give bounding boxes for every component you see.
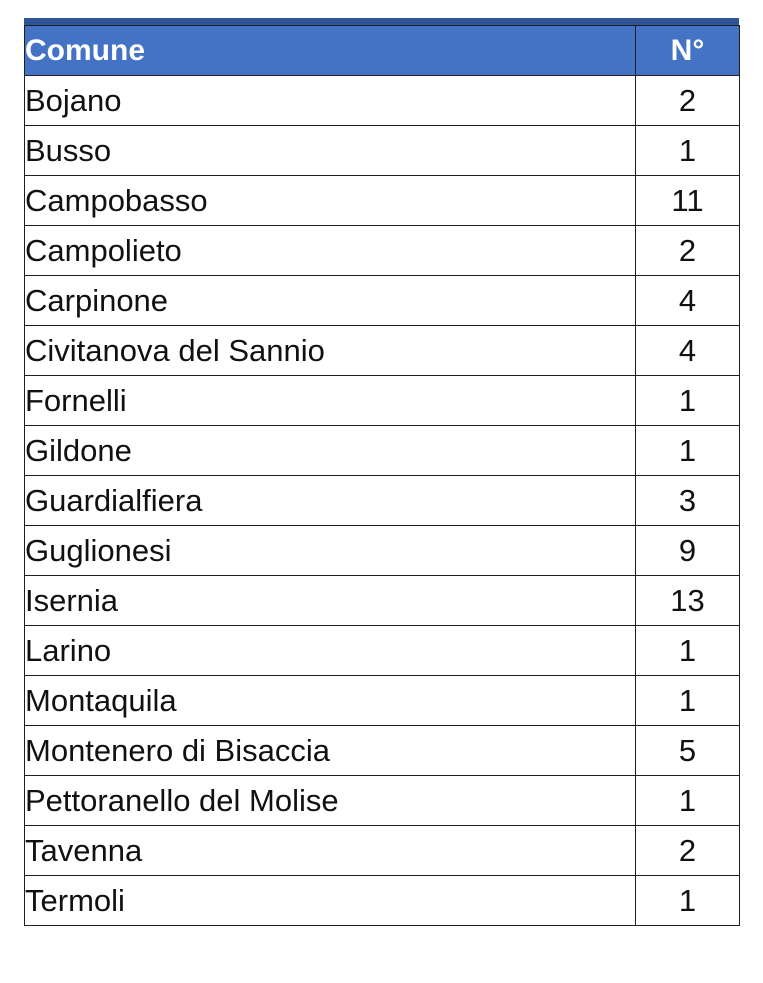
count-cell: 13 (636, 576, 740, 626)
comune-name-cell: Campolieto (25, 226, 636, 276)
comune-name-cell: Termoli (25, 876, 636, 926)
comune-name-cell: Guardialfiera (25, 476, 636, 526)
comune-name-cell: Busso (25, 126, 636, 176)
comune-name-cell: Tavenna (25, 826, 636, 876)
count-cell: 2 (636, 826, 740, 876)
table-row (25, 76, 740, 126)
count-cell: 1 (636, 626, 740, 676)
count-cell: 1 (636, 426, 740, 476)
table-row (25, 526, 740, 576)
count-cell: 1 (636, 876, 740, 926)
table-row (25, 426, 740, 476)
table-row (25, 726, 740, 776)
count-cell: 5 (636, 726, 740, 776)
count-cell: 1 (636, 676, 740, 726)
comune-name-cell: Pettoranello del Molise (25, 776, 636, 826)
table-row (25, 126, 740, 176)
comune-name-cell: Fornelli (25, 376, 636, 426)
table-row (25, 326, 740, 376)
comune-count-table (24, 25, 740, 926)
table-row (25, 576, 740, 626)
comune-name-cell: Gildone (25, 426, 636, 476)
comune-name-cell: Civitanova del Sannio (25, 326, 636, 376)
table-row (25, 876, 740, 926)
comune-name-cell: Carpinone (25, 276, 636, 326)
count-cell: 2 (636, 76, 740, 126)
table-row (25, 226, 740, 276)
comune-name-cell: Campobasso (25, 176, 636, 226)
count-cell: 3 (636, 476, 740, 526)
table-row (25, 826, 740, 876)
table-row (25, 476, 740, 526)
count-cell: 9 (636, 526, 740, 576)
table-row (25, 176, 740, 226)
count-cell: 2 (636, 226, 740, 276)
comune-name-cell: Bojano (25, 76, 636, 126)
comune-name-cell: Montenero di Bisaccia (25, 726, 636, 776)
count-cell: 4 (636, 276, 740, 326)
comune-name-cell: Guglionesi (25, 526, 636, 576)
table-row (25, 626, 740, 676)
comune-name-cell: Montaquila (25, 676, 636, 726)
count-cell: 4 (636, 326, 740, 376)
table-header-row (25, 26, 740, 76)
count-cell: 1 (636, 376, 740, 426)
table-row (25, 676, 740, 726)
table-row (25, 776, 740, 826)
count-cell: 11 (636, 176, 740, 226)
table-row (25, 276, 740, 326)
comune-name-cell: Isernia (25, 576, 636, 626)
count-cell: 1 (636, 126, 740, 176)
column-header-comune: Comune (25, 26, 636, 76)
count-cell: 1 (636, 776, 740, 826)
comune-name-cell: Larino (25, 626, 636, 676)
table-row (25, 376, 740, 426)
column-header-count: N° (636, 26, 740, 76)
